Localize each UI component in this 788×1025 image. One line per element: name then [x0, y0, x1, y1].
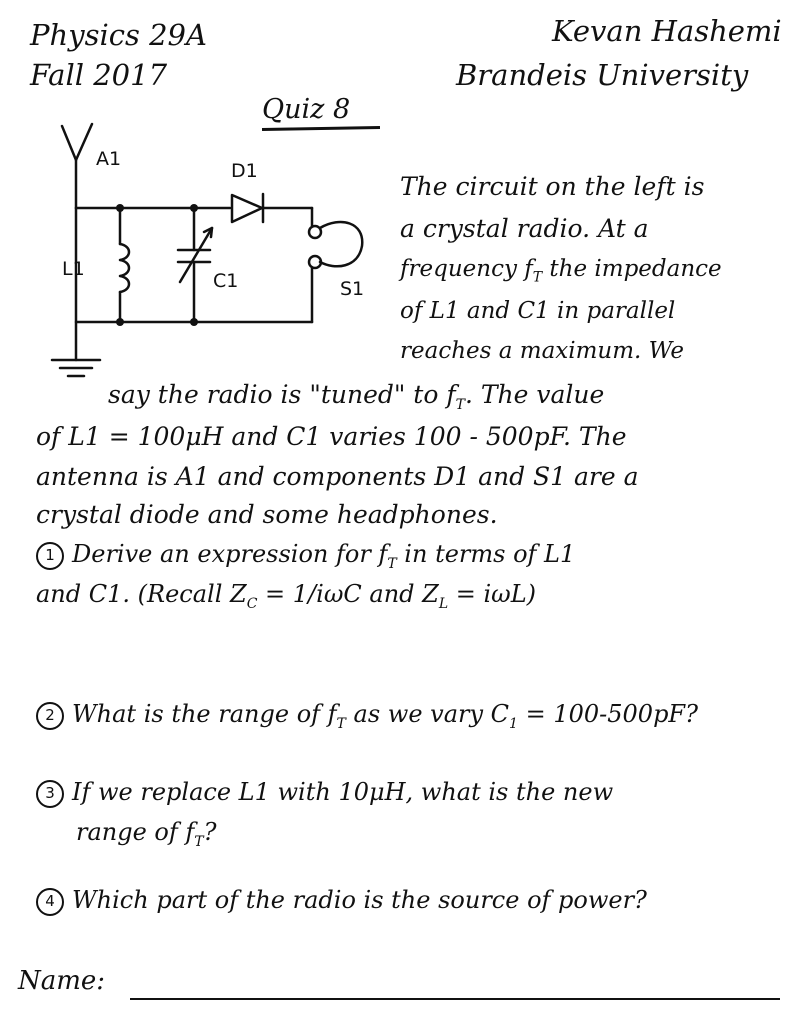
- question-3-line-2: range of $f_T$?: [76, 818, 217, 850]
- headphones-symbol: [320, 222, 362, 266]
- question-4-number: 4: [36, 888, 64, 916]
- question-4: 4 Which part of the radio is the source of power?: [36, 886, 647, 916]
- desc-line-6: say the radio is "tuned" to $f_T$. The value: [108, 380, 605, 413]
- desc-line-5: reaches a maximum. We: [400, 338, 685, 364]
- antenna-label: A1: [96, 148, 122, 170]
- term-label: Fall 2017: [30, 58, 168, 92]
- course-title: Physics 29A: [30, 18, 207, 52]
- inductor-label: L1: [62, 258, 85, 280]
- antenna-symbol: [62, 124, 92, 160]
- desc-line-7: of L1 = 100μH and C1 varies 100 - 500pF. The: [36, 422, 627, 451]
- question-1-line-2: and C1. (Recall $Z_C = 1/i\omega C$ and $Z_L = i\omega L$): [36, 580, 537, 612]
- headphones-label: S1: [340, 278, 365, 300]
- institution-name: Brandeis University: [456, 58, 749, 92]
- desc-line-9: crystal diode and some headphones.: [36, 500, 498, 529]
- question-1-number: 1: [36, 542, 64, 570]
- question-2-number: 2: [36, 702, 64, 730]
- capacitor-label: C1: [213, 270, 239, 292]
- name-input-line[interactable]: [130, 998, 780, 1000]
- quiz-title: Quiz 8: [262, 94, 351, 125]
- variable-capacitor-arrow: [180, 228, 212, 282]
- desc-line-4: of L1 and C1 in parallel: [400, 298, 676, 324]
- desc-line-1: The circuit on the left is: [400, 172, 705, 201]
- question-2: 2 What is the range of $f_T$ as we vary $C_1 = 100-500pF$?: [36, 700, 698, 732]
- diode-label: D1: [231, 160, 258, 182]
- question-3-line-1: 3 If we replace L1 with 10μH, what is the new: [36, 778, 613, 808]
- desc-line-3: frequency $f_T$ the impedance: [400, 256, 722, 286]
- question-1-line-1: 1 Derive an expression for $f_T$ in terms of L1: [36, 540, 575, 572]
- diode-symbol: [232, 195, 262, 222]
- desc-line-8: antenna is A1 and components D1 and S1 are a: [36, 462, 639, 491]
- name-label: Name:: [18, 966, 106, 996]
- desc-line-2: a crystal radio. At a: [400, 214, 649, 243]
- author-name: Kevan Hashemi: [552, 14, 782, 48]
- question-3-number: 3: [36, 780, 64, 808]
- inductor-symbol: [120, 244, 129, 292]
